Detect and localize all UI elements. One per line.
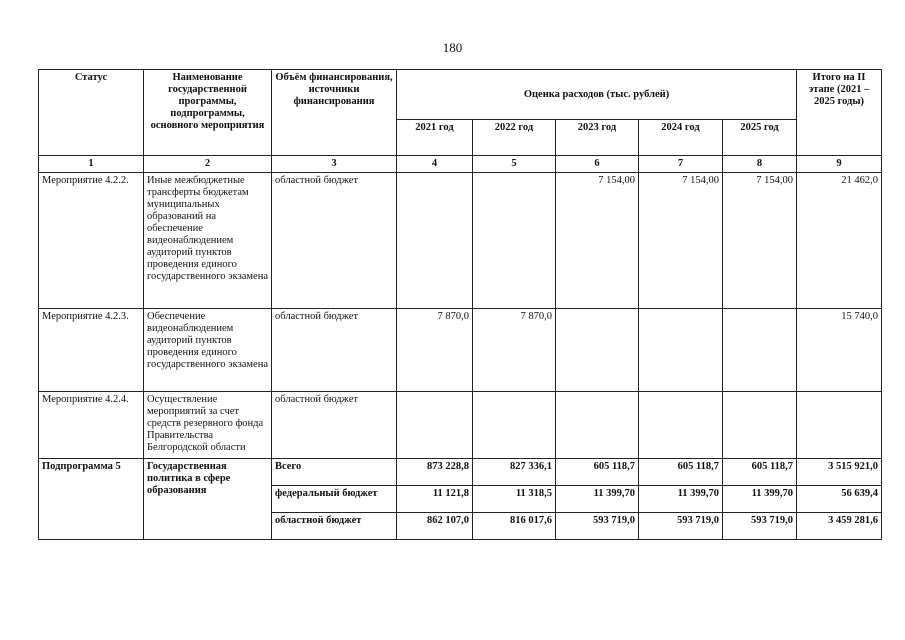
value-2025 [723, 309, 797, 392]
table-row [39, 459, 882, 486]
row-source: областной бюджет [272, 309, 397, 392]
subprogram-name: Государственная политика в сфере образования [144, 459, 272, 540]
table-row [39, 173, 882, 309]
value-2023 [556, 392, 639, 459]
value-2021 [397, 173, 473, 309]
row-source: областной бюджет [272, 173, 397, 309]
value-total: 21 462,0 [797, 173, 882, 309]
column-number: 3 [272, 156, 397, 173]
value-2021: 873 228,8 [397, 459, 473, 486]
header-cost-estimate: Оценка расходов (тыс. рублей) [397, 70, 797, 120]
value-2023: 7 154,00 [556, 173, 639, 309]
column-number: 5 [473, 156, 556, 173]
value-2022: 827 336,1 [473, 459, 556, 486]
column-number: 7 [639, 156, 723, 173]
value-2024 [639, 309, 723, 392]
header-program-name: Наименование государственной программы, подпрограммы, основного мероприятия [144, 70, 272, 156]
row-status: Мероприятие 4.2.3. [39, 309, 144, 392]
value-2022: 11 318,5 [473, 486, 556, 513]
header-year-2022: 2022 год [473, 120, 556, 156]
value-total [797, 392, 882, 459]
table-row [39, 392, 882, 459]
header-year-2021: 2021 год [397, 120, 473, 156]
value-2025: 7 154,00 [723, 173, 797, 309]
column-number: 9 [797, 156, 882, 173]
row-source: Всего [272, 459, 397, 486]
value-2022: 816 017,6 [473, 513, 556, 540]
row-status: Мероприятие 4.2.2. [39, 173, 144, 309]
value-2022 [473, 173, 556, 309]
row-source: областной бюджет [272, 392, 397, 459]
column-number: 4 [397, 156, 473, 173]
header-year-2024: 2024 год [639, 120, 723, 156]
value-2024: 605 118,7 [639, 459, 723, 486]
value-2025: 11 399,70 [723, 486, 797, 513]
value-2024: 7 154,00 [639, 173, 723, 309]
row-status: Мероприятие 4.2.4. [39, 392, 144, 459]
header-funding: Объём финансирования, источники финансирования [272, 70, 397, 156]
value-total: 3 515 921,0 [797, 459, 882, 486]
value-2022: 7 870,0 [473, 309, 556, 392]
value-total: 3 459 281,6 [797, 513, 882, 540]
column-number-row [39, 156, 882, 173]
header-total: Итого на II этапе (2021 – 2025 годы) [797, 70, 882, 156]
value-2023: 593 719,0 [556, 513, 639, 540]
row-source: федеральный бюджет [272, 486, 397, 513]
value-2025 [723, 392, 797, 459]
header-status: Статус [39, 70, 144, 156]
row-source: областной бюджет [272, 513, 397, 540]
row-name: Обеспечение видеонаблюдением аудиторий пунктов проведения единого государственного экзамена [144, 309, 272, 392]
subprogram-status: Подпрограмма 5 [39, 459, 144, 540]
row-name: Иные межбюджетные трансферты бюджетам муниципальных образований на обеспечение видеонаблюдением аудиторий пунктов проведения единого государственного экзамена [144, 173, 272, 309]
value-2025: 593 719,0 [723, 513, 797, 540]
value-2025: 605 118,7 [723, 459, 797, 486]
column-number: 2 [144, 156, 272, 173]
value-2023 [556, 309, 639, 392]
value-2024: 11 399,70 [639, 486, 723, 513]
value-2021: 7 870,0 [397, 309, 473, 392]
column-number: 1 [39, 156, 144, 173]
value-2024 [639, 392, 723, 459]
value-2023: 605 118,7 [556, 459, 639, 486]
value-2021: 11 121,8 [397, 486, 473, 513]
value-2023: 11 399,70 [556, 486, 639, 513]
header-year-2025: 2025 год [723, 120, 797, 156]
value-total: 56 639,4 [797, 486, 882, 513]
table-row [39, 309, 882, 392]
column-number: 8 [723, 156, 797, 173]
value-2024: 593 719,0 [639, 513, 723, 540]
page-number: 180 [442, 40, 463, 55]
value-2021 [397, 392, 473, 459]
value-2021: 862 107,0 [397, 513, 473, 540]
value-total: 15 740,0 [797, 309, 882, 392]
value-2022 [473, 392, 556, 459]
budget-table [38, 69, 882, 540]
header-year-2023: 2023 год [556, 120, 639, 156]
column-number: 6 [556, 156, 639, 173]
row-name: Осуществление мероприятий за счет средств резервного фонда Правительства Белгородской области [144, 392, 272, 459]
